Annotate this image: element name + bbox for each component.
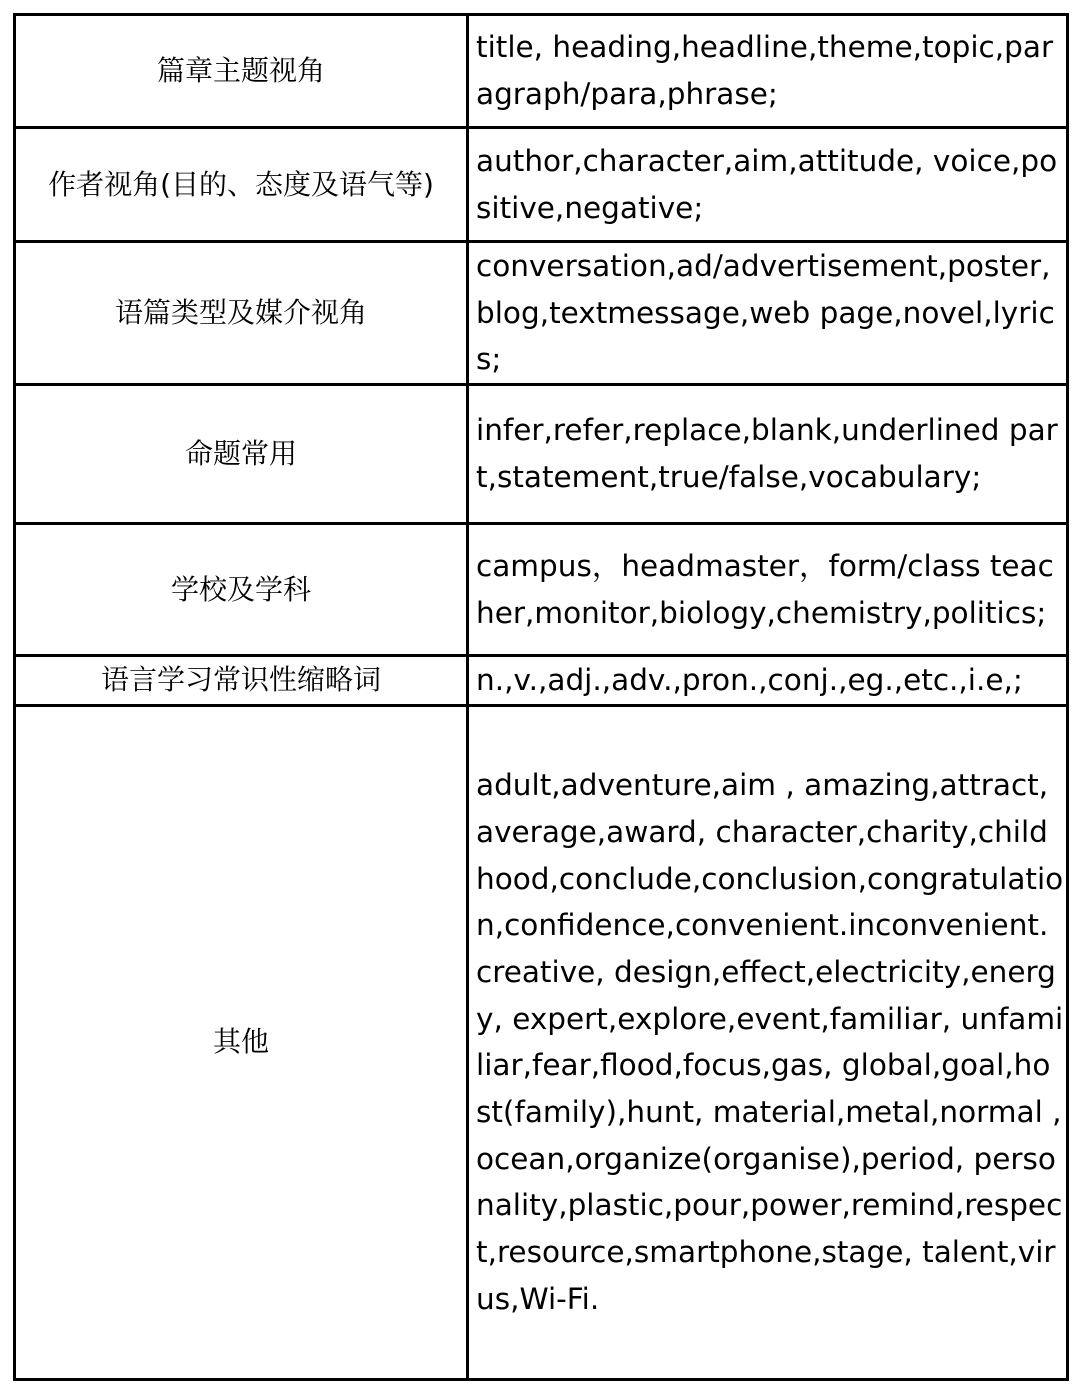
category-cell: 其他	[15, 705, 468, 1379]
words-text: author,character,aim,attitude, voice,positive,negative;	[476, 143, 1058, 225]
words-text: infer,refer,replace,blank,underlined part,statement,true/false,vocabulary;	[476, 413, 1058, 495]
vocabulary-table	[13, 13, 1069, 1381]
table-row	[15, 385, 1068, 524]
words-text: n.,v.,adj.,adv.,pron.,conj.,eg.,etc.,i.e,;	[476, 663, 1023, 698]
words-cell	[468, 15, 1068, 128]
category-cell: 语篇类型及媒介视角	[15, 242, 468, 385]
table-row	[15, 524, 1068, 656]
words-text: title, heading,headline,theme,topic,paragraph/para,phrase;	[476, 30, 1054, 111]
words-cell	[468, 128, 1068, 242]
table-row	[15, 656, 1068, 706]
table-row	[15, 15, 1068, 128]
words-cell	[468, 242, 1068, 385]
table-row	[15, 128, 1068, 242]
words-text: conversation,ad/advertisement,poster, blog,textmessage,web page,novel,lyrics;	[476, 249, 1055, 377]
table-row	[15, 705, 1068, 1379]
words-text: adult,adventure,aim , amazing,attract,average,award, character,charity,childhood,conclude,conclusion,congratulation,confidence,convenient.inconvenient.creative, design,effect,electricity,energy, expert,explore,event,familiar, unfamiliar,fear,flood,focus,gas, global,goal,host(family),hunt, material,metal,normal , ocean,organize(organise),period, personality,plastic,pour,power,remind,respect,resource,smartphone,stage, talent,virus,Wi-Fi.	[476, 768, 1064, 1316]
category-cell: 学校及学科	[15, 524, 468, 656]
category-cell: 语言学习常识性缩略词	[15, 656, 468, 706]
words-cell	[468, 385, 1068, 524]
category-cell: 作者视角(目的、态度及语气等)	[15, 128, 468, 242]
category-cell: 命题常用	[15, 385, 468, 524]
words-cell	[468, 524, 1068, 656]
words-cell	[468, 705, 1068, 1379]
words-text: campus，headmaster，form/class teacher,monitor,biology,chemistry,politics;	[476, 548, 1054, 630]
table-row	[15, 242, 1068, 385]
words-cell	[468, 656, 1068, 706]
category-cell: 篇章主题视角	[15, 15, 468, 128]
